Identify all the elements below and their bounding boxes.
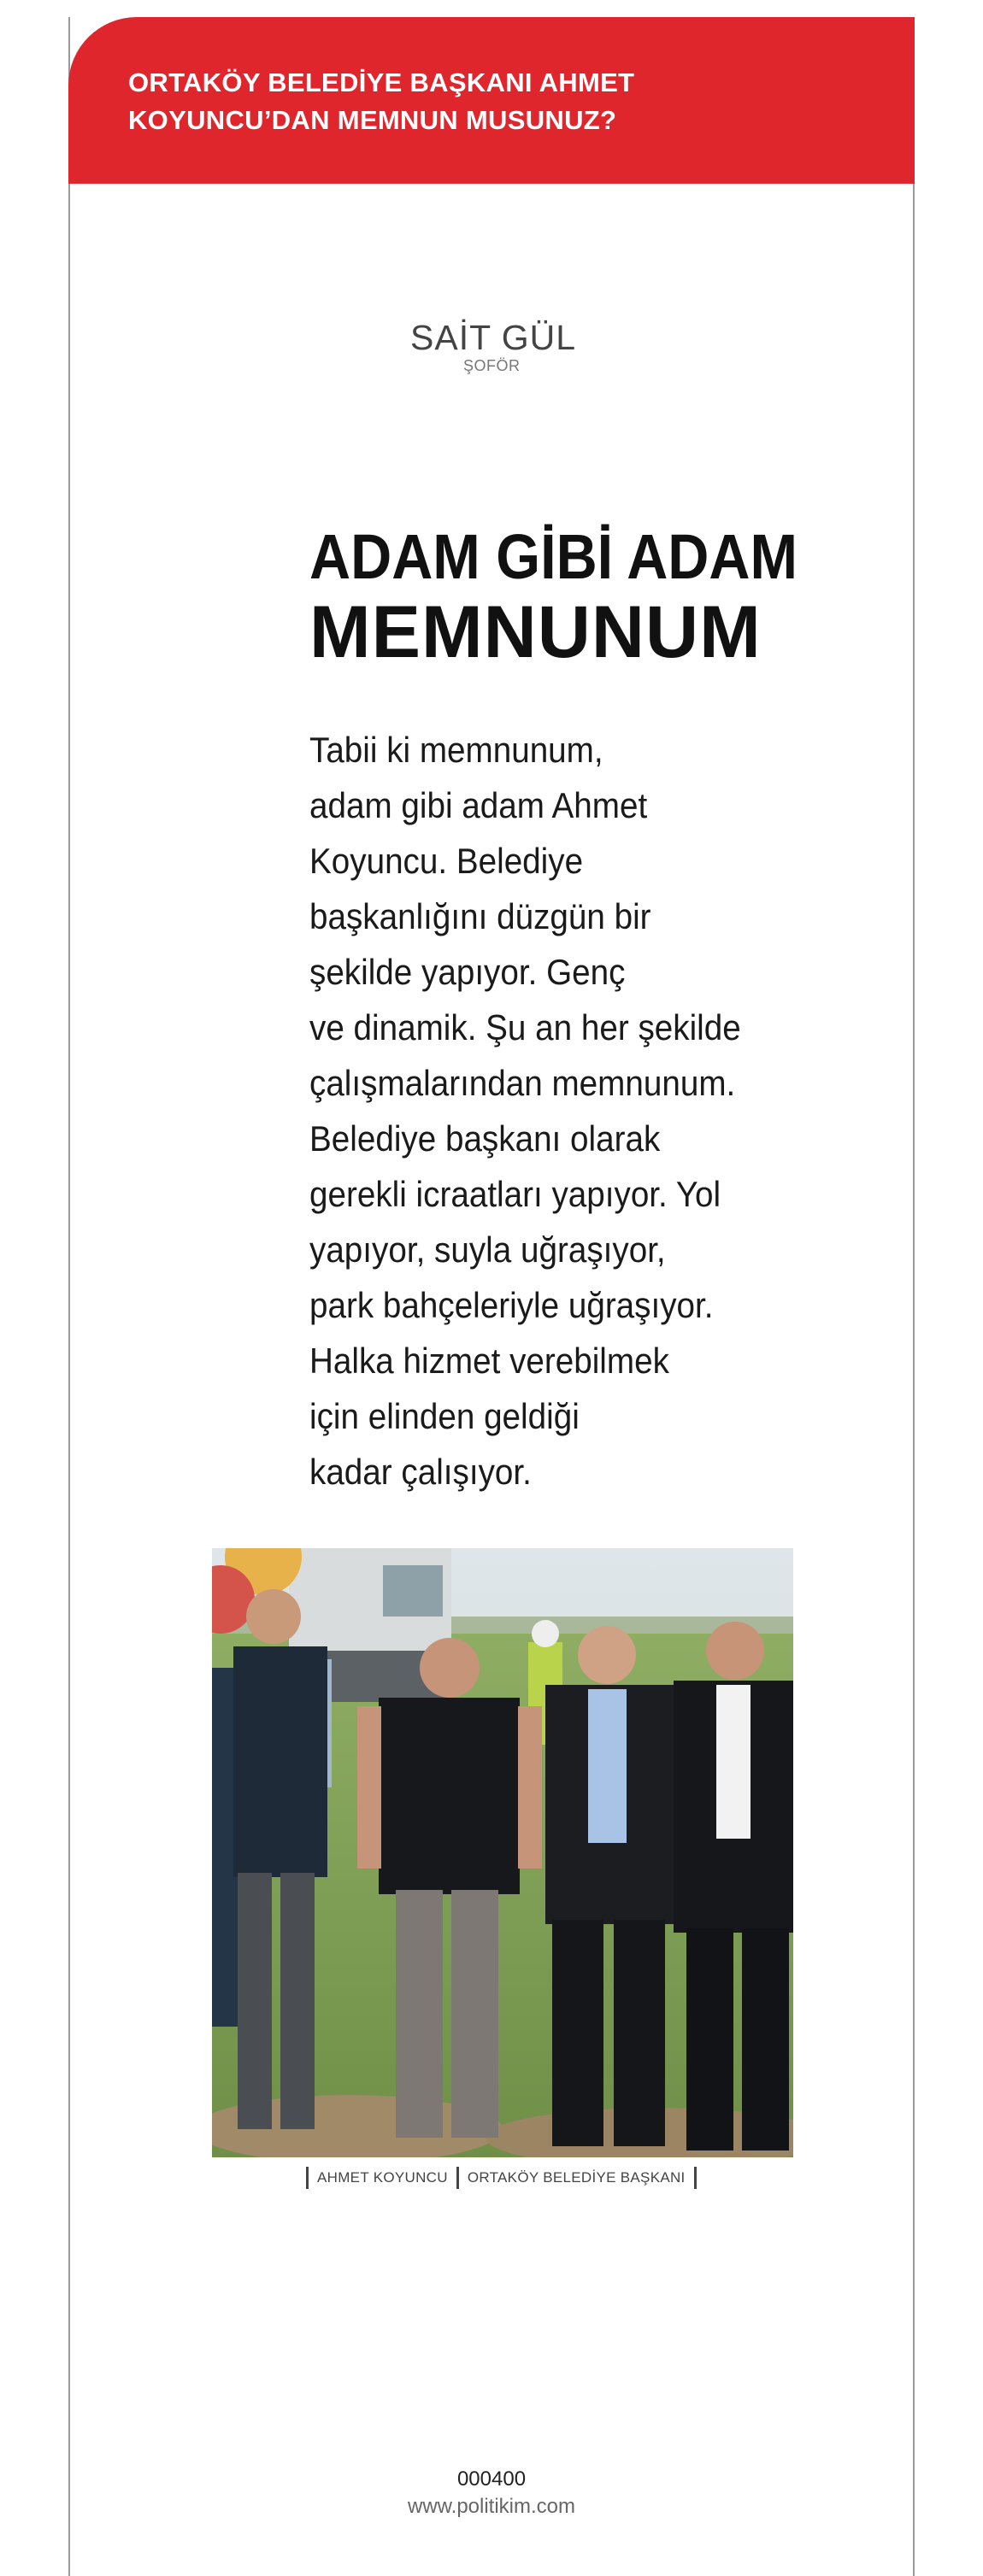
body-line: Belediye başkanı olarak <box>309 1118 661 1159</box>
body-text <box>309 722 788 1499</box>
body-line: için elinden geldiği <box>309 1396 580 1436</box>
body-line: çalışmalarından memnunum. <box>309 1063 736 1103</box>
headline <box>309 521 839 672</box>
caption-title: ORTAKÖY BELEDİYE BAŞKANI <box>467 2169 686 2186</box>
body-line: park bahçeleriyle uğraşıyor. <box>309 1285 714 1325</box>
header-title-line1: ORTAKÖY BELEDİYE BAŞKANI AHMET <box>128 67 635 97</box>
group-photo <box>212 1548 793 2157</box>
body-line: şekilde yapıyor. Genç <box>309 952 626 992</box>
headline-line1: ADAM GİBİ ADAM <box>309 521 798 592</box>
header-banner <box>68 17 915 184</box>
author-role: ŞOFÖR <box>463 357 521 374</box>
header-title <box>128 64 744 139</box>
author-name: SAİT GÜL <box>410 318 577 357</box>
photo-caption <box>306 2165 697 2191</box>
caption-divider <box>694 2167 697 2189</box>
headline-line2: MEMNUNUM <box>309 591 762 673</box>
body-line: başkanlığını düzgün bir <box>309 896 651 936</box>
header-title-line2: KOYUNCU’DAN MEMNUN MUSUNUZ? <box>128 105 617 135</box>
caption-name: AHMET KOYUNCU <box>317 2169 448 2186</box>
body-line: gerekli icraatları yapıyor. Yol <box>309 1174 721 1214</box>
website-link[interactable]: www.politikim.com <box>407 2495 576 2518</box>
body-line: kadar çalışıyor. <box>309 1452 532 1492</box>
body-line: Koyuncu. Belediye <box>309 841 584 881</box>
body-line: Halka hizmet verebilmek <box>309 1341 669 1381</box>
body-line: ve dinamik. Şu an her şekilde <box>309 1007 741 1047</box>
body-line: yapıyor, suyla uğraşıyor, <box>309 1229 666 1270</box>
footer <box>0 2466 983 2520</box>
author-block <box>410 318 581 374</box>
body-line: adam gibi adam Ahmet <box>309 785 648 825</box>
page-number: 000400 <box>456 2467 527 2491</box>
body-line: Tabii ki memnunum, <box>309 730 603 770</box>
